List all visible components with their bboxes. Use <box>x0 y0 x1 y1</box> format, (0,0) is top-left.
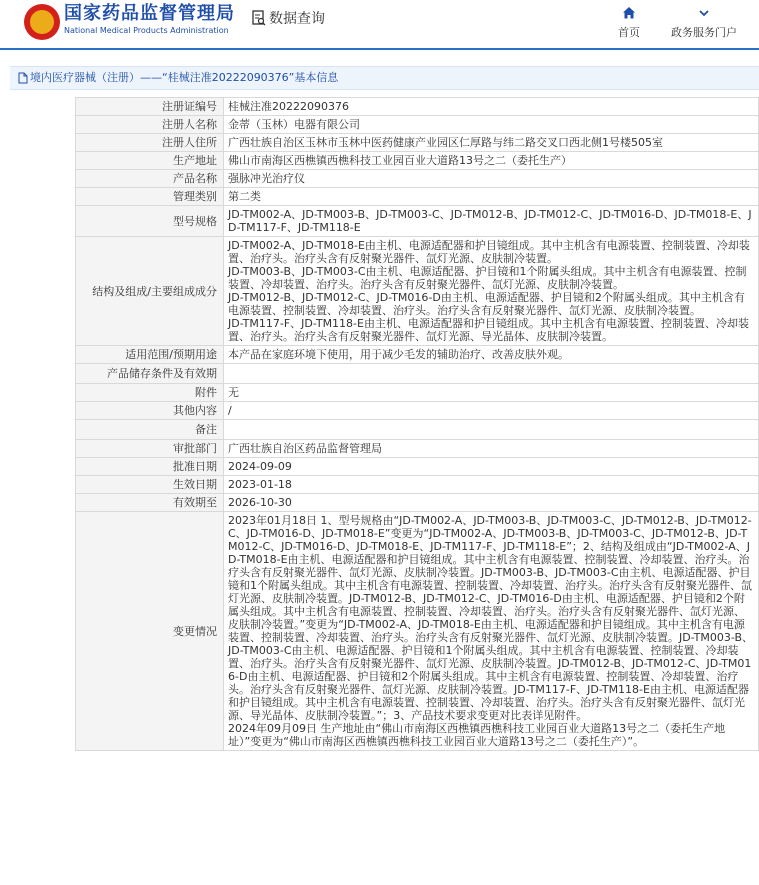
table-row <box>76 116 759 134</box>
field-value: 无 <box>224 384 759 402</box>
field-label: 有效期至 <box>76 494 224 512</box>
table-row <box>76 170 759 188</box>
table-row <box>76 188 759 206</box>
table-row <box>76 440 759 458</box>
chevron-down-icon <box>698 6 710 20</box>
field-label: 产品储存条件及有效期 <box>76 364 224 384</box>
home-icon <box>622 6 636 20</box>
nav-service-portal-label: 政务服务门户 <box>671 26 737 39</box>
site-header <box>0 0 759 50</box>
table-row <box>76 346 759 364</box>
table-row <box>76 152 759 170</box>
nav-home[interactable] <box>612 6 646 40</box>
breadcrumb-text: 境内医疗器械（注册）——“桂械注准20222090376”基本信息 <box>30 71 339 84</box>
field-label: 注册人住所 <box>76 134 224 152</box>
field-value: 2023年01月18日 1、型号规格由“JD-TM002-A、JD-TM003-B、JD-TM003-C、JD-TM012-B、JD-TM012-C、JD-TM016-D、JD-TM018-E”变更为“JD-TM002-A、JD-TM003-B、JD-TM003-C、JD-TM012-B、JD-TM012-C、JD-TM016-D、JD-TM018-E、JD-TM117-F、JD-TM118-E”；2、结构及组成由“JD-TM002-A、JD-TM018-E由主机、电源适配器和护目镜组成。其中主机含有电源装置、控制装置、冷却装置、治疗头。治疗头含有反射聚光器件、氙灯光源、皮肤制冷装置。JD-TM003-B、JD-TM003-C由主机、电源适配器、护目镜和1个附属头组成。其中主机含有电源装置、控制装置、冷却装置、治疗头。治疗头含有反射聚光器件、氙灯光源、皮肤制冷装置。JD-TM012-B、JD-TM012-C、JD-TM016-D由主机、电源适配器、护目镜和2个附属头组成。其中主机含有电源装置、控制装置、冷却装置、治疗头。治疗头含有反射聚光器件、氙灯光源、皮肤制冷装置。”变更为“JD-TM002-A、JD-TM018-E由主机、电源适配器和护目镜组成。其中主机含有电源装置、控制装置、冷却装置、治疗头。治疗头含有反射聚光器件、氙灯光源、皮肤制冷装置。JD-TM003-B、JD-TM003-C由主机、电源适配器、护目镜和1个附属头组成。其中主机含有电源装置、控制装置、冷却装置、治疗头。治疗头含有反射聚光器件、氙灯光源、皮肤制冷装置。JD-TM012-B、JD-TM012-C、JD-TM016-D由主机、电源适配器、护目镜和2个附属头组成。其中主机含有电源装置、控制装置、冷却装置、治疗头。治疗头含有反射聚光器件、氙灯光源、皮肤制冷装置。JD-TM117-F、JD-TM118-E由主机、电源适配器和护目镜组成。其中主机含有电源装置、控制装置、冷却装置、治疗头。治疗头含有反射聚光器件、氙灯光源、导光晶体、皮肤制冷装置。”；3、产品技术要求变更对比表详见附件。 2024年09月09日 生产地址由“佛山市南海区西樵镇西樵科技工业园百业大道路13号之二（委托生产地址）”变更为“佛山市南海区西樵镇西樵科技工业园百业大道路13号之二（委托生产）”。 <box>224 512 759 751</box>
field-value: 2026-10-30 <box>224 494 759 512</box>
table-row <box>76 364 759 384</box>
table-row <box>76 134 759 152</box>
table-row <box>76 98 759 116</box>
field-value: 强脉冲光治疗仪 <box>224 170 759 188</box>
field-value <box>224 364 759 384</box>
field-value: 佛山市南海区西樵镇西樵科技工业园百业大道路13号之二（委托生产） <box>224 152 759 170</box>
field-label: 结构及组成/主要组成成分 <box>76 237 224 346</box>
field-label: 管理类别 <box>76 188 224 206</box>
field-value: JD-TM002-A、JD-TM003-B、JD-TM003-C、JD-TM012-B、JD-TM012-C、JD-TM016-D、JD-TM018-E、JD-TM117-F、JD-TM118-E <box>224 206 759 237</box>
field-label: 型号规格 <box>76 206 224 237</box>
search-document-icon <box>252 10 266 26</box>
field-label: 批准日期 <box>76 458 224 476</box>
table-row <box>76 420 759 440</box>
nmpa-emblem-icon[interactable] <box>24 4 60 40</box>
field-label: 适用范围/预期用途 <box>76 346 224 364</box>
field-label: 产品名称 <box>76 170 224 188</box>
field-label: 其他内容 <box>76 402 224 420</box>
field-label: 注册证编号 <box>76 98 224 116</box>
table-row <box>76 206 759 237</box>
table-row <box>76 237 759 346</box>
registration-info-table <box>75 97 759 751</box>
table-row <box>76 512 759 751</box>
field-value: / <box>224 402 759 420</box>
table-row <box>76 458 759 476</box>
field-label: 注册人名称 <box>76 116 224 134</box>
table-row <box>76 384 759 402</box>
data-query-link[interactable] <box>252 8 325 28</box>
table-row <box>76 476 759 494</box>
field-value: 桂械注准20222090376 <box>224 98 759 116</box>
field-value: 广西壮族自治区玉林市玉林中医药健康产业园区仁厚路与纬二路交叉口西北侧1号楼505室 <box>224 134 759 152</box>
table-row <box>76 402 759 420</box>
breadcrumb <box>10 66 759 90</box>
field-label: 生产地址 <box>76 152 224 170</box>
site-subtitle: National Medical Products Administration <box>64 26 229 35</box>
field-value: 本产品在家庭环境下使用，用于减少毛发的辅助治疗、改善皮肤外观。 <box>224 346 759 364</box>
field-label: 附件 <box>76 384 224 402</box>
nav-home-label: 首页 <box>618 26 640 39</box>
field-value: 金蒂（玉林）电器有限公司 <box>224 116 759 134</box>
field-value: 2024-09-09 <box>224 458 759 476</box>
site-brand[interactable] <box>64 3 235 37</box>
table-row <box>76 494 759 512</box>
site-title: 国家药品监督管理局 <box>64 3 235 24</box>
field-value: 2023-01-18 <box>224 476 759 494</box>
field-value: 广西壮族自治区药品监督管理局 <box>224 440 759 458</box>
field-label: 生效日期 <box>76 476 224 494</box>
field-label: 审批部门 <box>76 440 224 458</box>
field-label: 备注 <box>76 420 224 440</box>
data-query-label: 数据查询 <box>269 11 325 27</box>
field-label: 变更情况 <box>76 512 224 751</box>
nav-service-portal[interactable] <box>664 6 744 40</box>
field-value: 第二类 <box>224 188 759 206</box>
field-value <box>224 420 759 440</box>
document-icon <box>18 72 28 84</box>
field-value: JD-TM002-A、JD-TM018-E由主机、电源适配器和护目镜组成。其中主机含有电源装置、控制装置、冷却装置、治疗头。治疗头含有反射聚光器件、氙灯光源、皮肤制冷装置。 JD-TM003-B、JD-TM003-C由主机、电源适配器、护目镜和1个附属头组成。其中主机含有电源装置、控制装置、冷却装置、治疗头。治疗头含有反射聚光器件、氙灯光源、皮肤制冷装置。 JD-TM012-B、JD-TM012-C、JD-TM016-D由主机、电源适配器、护目镜和2个附属头组成。其中主机含有电源装置、控制装置、冷却装置、治疗头。治疗头含有反射聚光器件、氙灯光源、皮肤制冷装置。 JD-TM117-F、JD-TM118-E由主机、电源适配器和护目镜组成。其中主机含有电源装置、控制装置、冷却装置、治疗头。治疗头含有反射聚光器件、氙灯光源、导光晶体、皮肤制冷装置。 <box>224 237 759 346</box>
